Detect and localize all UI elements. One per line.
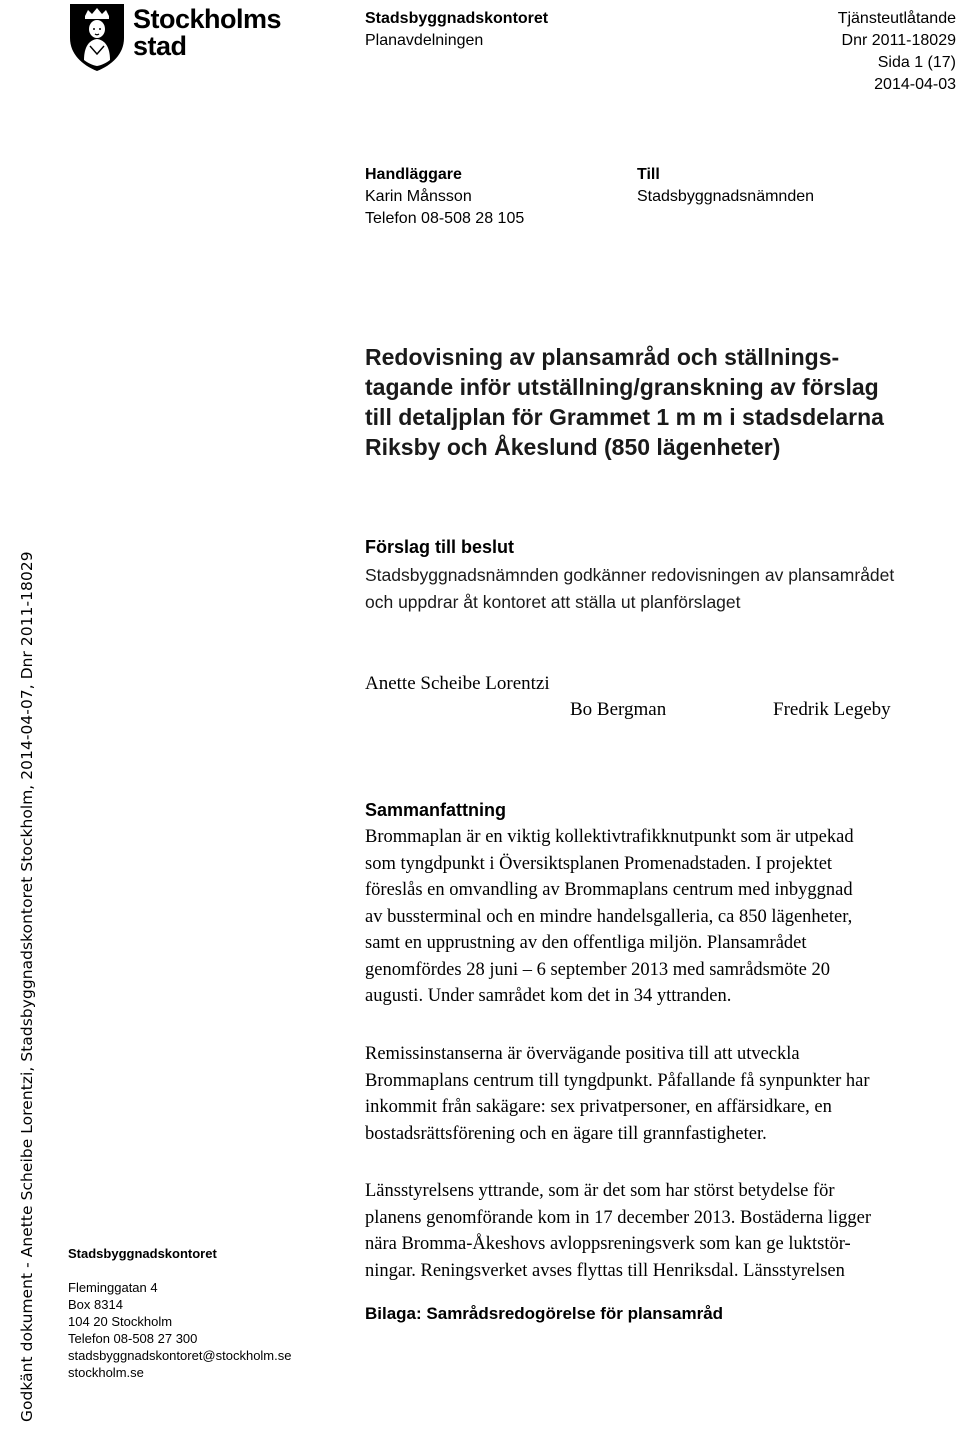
stockholms-stad-logo xyxy=(68,2,283,74)
summary-heading: Sammanfattning xyxy=(365,800,507,820)
title-line: till detaljplan för Grammet 1 m m i stadsdelarna xyxy=(365,404,884,430)
handler-name: Karin Månsson xyxy=(365,188,472,205)
diary-number: Dnr 2011-18029 xyxy=(841,32,956,49)
footer-phone: Telefon 08-508 27 300 xyxy=(68,1331,198,1346)
handler-block xyxy=(365,164,524,230)
shield-emblem-icon xyxy=(68,2,126,72)
summary-paragraph-3 xyxy=(365,1178,960,1284)
paragraph-line: samt en upprustning av den offentliga miljön. Plansamrådet xyxy=(365,933,807,953)
footer-street: Fleminggatan 4 xyxy=(68,1280,158,1295)
paragraph-line: planens genomförande kom in 17 december 2013. Bostäderna ligger xyxy=(365,1207,872,1228)
sender-block xyxy=(365,8,548,52)
title-line: Riksby och Åkeslund (850 lägenheter) xyxy=(365,434,781,460)
department-name: Planavdelningen xyxy=(365,32,484,49)
footer-postal: 104 20 Stockholm xyxy=(68,1314,173,1329)
paragraph-line: Brommaplan är en viktig kollektivtrafikknutpunkt som är utpekad xyxy=(365,827,854,847)
proposal-line: och uppdrar åt kontoret att ställa ut planförslaget xyxy=(365,592,741,612)
proposal-line: Stadsbyggnadsnämnden godkänner redovisningen av plansamrådet xyxy=(365,565,895,585)
attachment-title: Bilaga: Samrådsredogörelse för plansamråd xyxy=(365,1304,724,1323)
document-meta xyxy=(838,8,956,96)
paragraph-line: nära Bromma-Åkeshovs avloppsreningsverk som kan ge luktstör- xyxy=(365,1234,851,1254)
paragraph-line: föreslås en omvandling av Brommaplans centrum med inbyggnad xyxy=(365,880,853,900)
handler-label: Handläggare xyxy=(365,166,462,183)
document-title xyxy=(365,342,955,462)
proposal-heading: Förslag till beslut xyxy=(365,537,515,557)
paragraph-line: Brommaplans centrum till tyngdpunkt. Påfallande få synpunkter har xyxy=(365,1070,870,1091)
paragraph-line: genomfördes 28 juni – 6 september 2013 med samrådsmöte 20 xyxy=(365,959,830,980)
footer-web: stockholm.se xyxy=(68,1365,144,1380)
paragraph-line: bostadsrättsförening och en ägare till grannfastigheter. xyxy=(365,1123,767,1144)
signature-third: Fredrik Legeby xyxy=(773,699,891,720)
footer-box: Box 8314 xyxy=(68,1297,123,1312)
page-number: Sida 1 (17) xyxy=(877,54,956,71)
paragraph-line: ningar. Reningsverket avses flyttas till Henriksdal. Länsstyrelsen xyxy=(365,1260,845,1281)
paragraph-line: inkommit från sakägare: sex privatpersoner, en affärsidkare, en xyxy=(365,1097,832,1117)
recipient-name: Stadsbyggnadsnämnden xyxy=(637,188,815,205)
summary-paragraph-2 xyxy=(365,1041,960,1147)
paragraph-line: av bussterminal och en mindre handelsgalleria, ca 850 lägenheter, xyxy=(365,906,853,927)
paragraph-line: som tyngdpunkt i Översiktsplanen Promenadstaden. I projektet xyxy=(365,853,833,874)
paragraph-line: augusti. Under samrådet kom det in 34 yttranden. xyxy=(365,986,732,1006)
proposal-text xyxy=(365,562,955,616)
footer-email: stadsbyggnadskontoret@stockholm.se xyxy=(68,1348,292,1363)
office-name: Stadsbyggnadskontoret xyxy=(365,10,549,27)
paragraph-line: Remissinstanserna är övervägande positiva till att utveckla xyxy=(365,1044,800,1064)
paragraph-line: Länsstyrelsens yttrande, som är det som har störst betydelse för xyxy=(365,1181,835,1201)
handler-phone: Telefon 08-508 28 105 xyxy=(365,210,525,227)
recipient-block xyxy=(637,164,814,208)
document-type: Tjänsteutlåtande xyxy=(837,10,956,27)
footer-address xyxy=(68,1245,291,1381)
recipient-label: Till xyxy=(637,166,660,183)
approval-side-note: Godkänt dokument - Anette Scheibe Lorentzi, Stadsbyggnadskontoret Stockholm, 2014-04-07, Dnr 2011-18029 xyxy=(18,551,36,1422)
signature-second: Bo Bergman xyxy=(570,699,667,720)
title-line: tagande inför utställning/granskning av förslag xyxy=(365,374,879,400)
summary-paragraph-1 xyxy=(365,824,960,1010)
footer-org: Stadsbyggnadskontoret xyxy=(68,1246,217,1261)
logo-wordmark-line1: Stockholms xyxy=(133,4,282,34)
document-date: 2014-04-03 xyxy=(874,76,956,93)
title-line: Redovisning av plansamråd och ställnings- xyxy=(365,344,840,370)
signature-first: Anette Scheibe Lorentzi xyxy=(365,673,550,694)
logo-wordmark-line2: stad xyxy=(133,31,187,61)
